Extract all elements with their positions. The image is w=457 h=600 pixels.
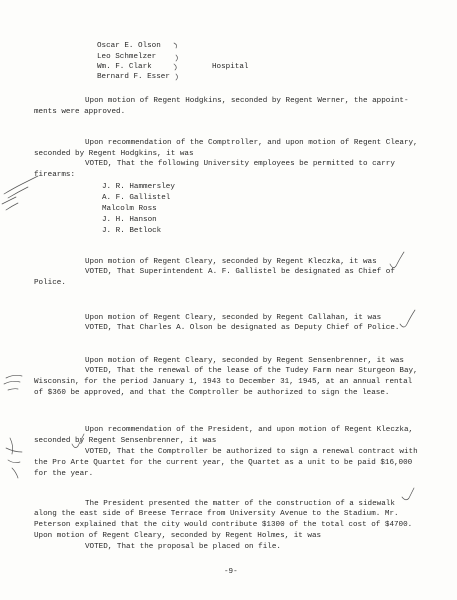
paragraph-line: seconded by Regent Sensenbrenner, it was xyxy=(34,437,217,445)
paragraph-line: of $360 be approved, and that the Comptroller be authorized to sign the lease. xyxy=(34,389,390,397)
margin-scribble xyxy=(6,438,22,478)
paragraph-line: Upon motion of Regent Cleary, seconded by Regent Holmes, it was xyxy=(34,532,322,540)
check-mark-icon xyxy=(402,488,414,500)
firearms-list-item: A. F. Gallistel xyxy=(102,194,171,202)
paragraph-line: along the east side of Breese Terrace from University Avenue to the Stadium. Mr. xyxy=(34,510,399,518)
hospital-group-label: Hospital xyxy=(212,63,249,71)
margin-scribble xyxy=(2,176,38,210)
paragraph-line: VOTED, That the proposal be placed on file. xyxy=(85,543,281,551)
paragraph-line: Upon motion of Regent Cleary, seconded by Regent Kleczka, it was xyxy=(85,258,377,266)
paragraph-line: Upon motion of Regent Cleary, seconded by Regent Callahan, it was xyxy=(85,314,382,322)
check-mark-icon xyxy=(400,310,415,327)
firearms-list-item: J. R. Hammersley xyxy=(102,183,175,191)
check-mark-icon xyxy=(390,252,404,268)
paragraph-line: ments were approved. xyxy=(34,108,126,116)
firearms-list-item: Malcolm Ross xyxy=(102,205,157,213)
margin-scribble xyxy=(4,375,22,390)
paragraph-line: VOTED, That Superintendent A. F. Gallistel be designated as Chief of xyxy=(85,268,395,276)
hospital-name: Oscar E. Olson xyxy=(97,42,161,50)
paragraph-line: seconded by Regent Hodgkins, it was xyxy=(34,150,194,158)
paragraph-line: for the year. xyxy=(34,470,94,478)
paragraph-line: Upon motion of Regent Hodgkins, seconded by Regent Werner, the appoint- xyxy=(85,97,409,105)
hospital-name: Bernard F. Esser xyxy=(97,73,170,81)
paragraph-line: VOTED, That the Comptroller be authorized to sign a renewal contract with xyxy=(85,448,418,456)
page-number: -9- xyxy=(224,568,238,576)
paragraph-line: VOTED, That Charles A. Olson be designated as Deputy Chief of Police. xyxy=(85,324,400,332)
paragraph-line: Upon recommendation of the Comptroller, and upon motion of Regent Cleary, xyxy=(85,139,418,147)
paragraph-line: Police. xyxy=(34,279,66,287)
firearms-list-item: J. H. Hanson xyxy=(102,216,157,224)
hospital-name: Wm. F. Clark xyxy=(97,63,152,71)
firearms-list-item: J. R. Betlock xyxy=(102,227,162,235)
paragraph-line: Upon recommendation of the President, and upon motion of Regent Kleczka, xyxy=(85,426,414,434)
paragraph-line: The President presented the matter of the construction of a sidewalk xyxy=(85,500,395,508)
hospital-name: Leo Schmelzer xyxy=(97,53,157,61)
paragraph-line: firearms: xyxy=(34,171,76,179)
paragraph-line: the Pro Arte Quartet for the current year, the Quartet as a unit to be paid $16,000 xyxy=(34,459,413,467)
paragraph-line: Wisconsin, for the period January 1, 1943 to December 31, 1945, at an annual rental xyxy=(34,378,413,386)
paragraph-line: Upon motion of Regent Cleary, seconded by Regent Sensenbrenner, it was xyxy=(85,357,404,365)
paragraph-line: VOTED, That the following University employees be permitted to carry xyxy=(85,160,395,168)
paragraph-line: VOTED, That the renewal of the lease of the Tudey Farm near Sturgeon Bay, xyxy=(85,367,418,375)
paragraph-line: Peterson explained that the city would contribute $1300 of the total cost of $4700. xyxy=(34,521,413,529)
